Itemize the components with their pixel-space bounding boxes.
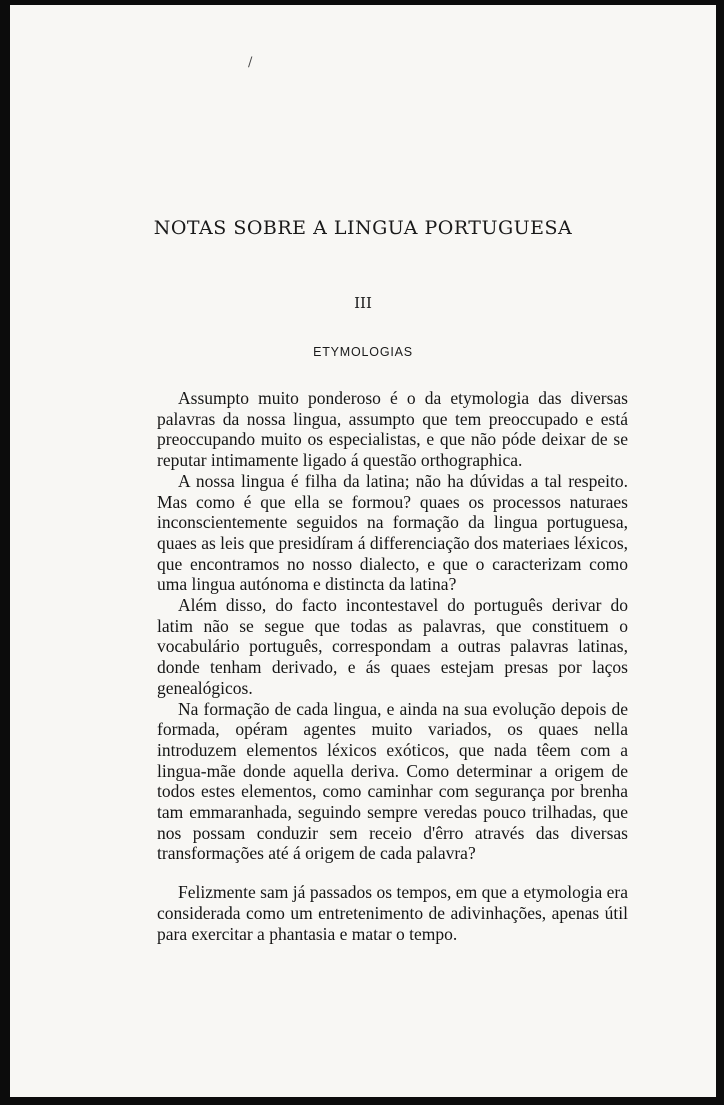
body-text: [157, 388, 628, 944]
paragraph: Felizmente sam já passados os tempos, em que a etymologia era considerada como um entretenimento de adivinhações, apenas útil para exercitar a phantasia e matar o tempo.: [157, 882, 628, 944]
paragraph: Na formação de cada lingua, e ainda na sua evolução depois de formada, opéram agentes muito variados, os quaes nella introduzem elementos léxicos exóticos, que nada têem com a lingua-mãe donde aquella deriva. Como determinar a origem de todos estes elementos, como caminhar com segurança por brenha tam emmaranhada, seguindo sempre veredas pouco trilhadas, que nos possam conduzir sem receio d'êrro através das diversas transformações até á origem de cada palavra?: [157, 698, 628, 864]
paragraph: Além disso, do facto incontestavel do português derivar do latim não se segue que todas as palavras, que constituem o vocabulário português, correspondam a outras palavras latinas, donde tenham derivado, e ás quaes estejam presas por laços genealógicos.: [157, 595, 628, 698]
paragraph: A nossa lingua é filha da latina; não ha dúvidas a tal respeito. Mas como é que ella se formou? quaes os processos naturaes inconscientemente seguidos na formação da lingua portuguesa, quaes as leis que presidíram á differenciação dos materiaes léxicos, que encontramos no nosso dialecto, e que o caracterizam como uma lingua autónoma e distincta da latina?: [157, 470, 629, 595]
page-title: NOTAS SOBRE A LINGUA PORTUGUESA: [153, 217, 573, 239]
page-mark: /: [248, 55, 253, 70]
section-number: III: [354, 294, 372, 312]
paragraph: Assumpto muito ponderoso é o da etymologia das diversas palavras da nossa lingua, assumpto que tem preoccupado e está preoccupando muito os especialistas, e que não póde deixar de se reputar intimamente ligado á questão orthographica.: [157, 388, 628, 471]
section-title: ETYMOLOGIAS: [313, 345, 413, 359]
book-page: [10, 5, 716, 1097]
